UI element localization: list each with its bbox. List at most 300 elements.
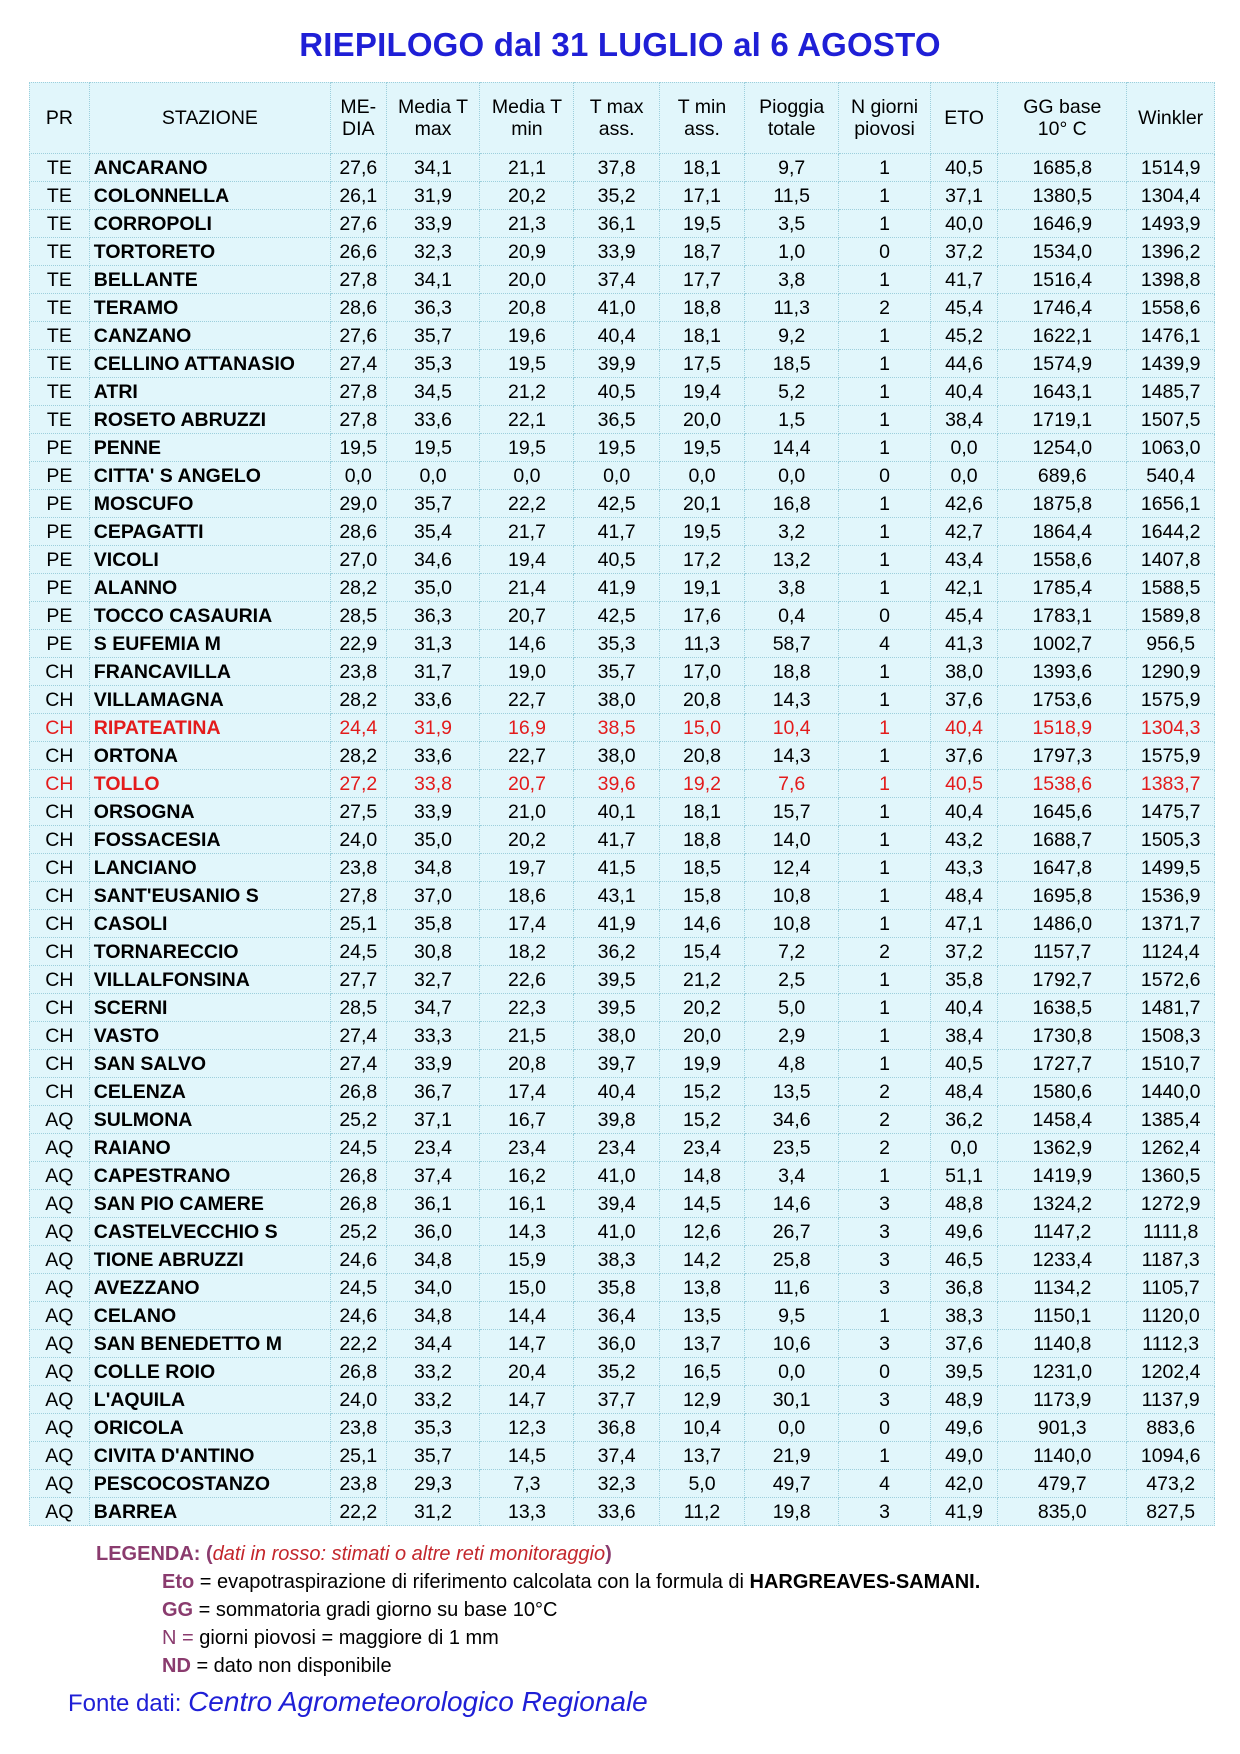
cell-tmin-ass: 23,4 [659, 1134, 744, 1162]
cell-name: LANCIANO [89, 854, 330, 882]
cell-media: 27,0 [331, 546, 387, 574]
cell-tmax-med: 34,4 [386, 1330, 480, 1358]
cell-media: 24,6 [331, 1246, 387, 1274]
cell-n-giorni: 0 [839, 462, 931, 490]
cell-eto: 45,4 [930, 294, 997, 322]
cell-gg: 1558,6 [998, 546, 1127, 574]
cell-media: 25,2 [331, 1218, 387, 1246]
cell-eto: 38,0 [930, 658, 997, 686]
cell-media: 29,0 [331, 490, 387, 518]
cell-tmin-med: 15,9 [480, 1246, 574, 1274]
table-row [30, 238, 1215, 266]
table-row [30, 490, 1215, 518]
cell-tmin-med: 20,8 [480, 1050, 574, 1078]
cell-pr: CH [30, 910, 90, 938]
cell-tmin-med: 22,3 [480, 994, 574, 1022]
cell-eto: 47,1 [930, 910, 997, 938]
cell-tmin-med: 21,3 [480, 210, 574, 238]
cell-pioggia: 9,7 [745, 154, 839, 182]
cell-tmax-med: 34,8 [386, 1246, 480, 1274]
cell-pioggia: 16,8 [745, 490, 839, 518]
cell-tmax-med: 35,7 [386, 322, 480, 350]
cell-n-giorni: 1 [839, 854, 931, 882]
cell-name: MOSCUFO [89, 490, 330, 518]
cell-tmax-med: 35,8 [386, 910, 480, 938]
cell-tmax-med: 33,3 [386, 1022, 480, 1050]
cell-tmax-ass: 38,0 [574, 686, 659, 714]
cell-pr: PE [30, 518, 90, 546]
cell-media: 24,4 [331, 714, 387, 742]
cell-tmin-ass: 17,7 [659, 266, 744, 294]
cell-tmin-med: 19,6 [480, 322, 574, 350]
cell-winkler: 1383,7 [1127, 770, 1215, 798]
cell-tmin-med: 16,2 [480, 1162, 574, 1190]
cell-media: 25,2 [331, 1106, 387, 1134]
cell-winkler: 1644,2 [1127, 518, 1215, 546]
cell-pioggia: 25,8 [745, 1246, 839, 1274]
table-row [30, 910, 1215, 938]
table-row [30, 1190, 1215, 1218]
cell-tmin-med: 17,4 [480, 910, 574, 938]
legend-item [96, 1652, 980, 1680]
cell-media: 28,5 [331, 602, 387, 630]
cell-winkler: 1262,4 [1127, 1134, 1215, 1162]
cell-eto: 48,8 [930, 1190, 997, 1218]
legend-text: = dato non disponibile [190, 1655, 392, 1677]
cell-tmax-med: 33,6 [386, 686, 480, 714]
cell-pr: AQ [30, 1274, 90, 1302]
cell-tmin-ass: 19,5 [659, 210, 744, 238]
cell-pioggia: 3,4 [745, 1162, 839, 1190]
table-row [30, 1414, 1215, 1442]
cell-n-giorni: 4 [839, 1470, 931, 1498]
table-row [30, 518, 1215, 546]
cell-pioggia: 18,8 [745, 658, 839, 686]
cell-n-giorni: 3 [839, 1498, 931, 1526]
cell-media: 22,2 [331, 1330, 387, 1358]
table-row [30, 1106, 1215, 1134]
cell-gg: 1419,9 [998, 1162, 1127, 1190]
cell-eto: 38,4 [930, 1022, 997, 1050]
cell-name: SANT'EUSANIO S [89, 882, 330, 910]
cell-winkler: 1575,9 [1127, 686, 1215, 714]
cell-tmax-ass: 19,5 [574, 434, 659, 462]
cell-eto: 35,8 [930, 966, 997, 994]
cell-eto: 48,4 [930, 1078, 997, 1106]
cell-gg: 1783,1 [998, 602, 1127, 630]
cell-tmin-med: 16,1 [480, 1190, 574, 1218]
table-row [30, 658, 1215, 686]
cell-tmin-ass: 10,4 [659, 1414, 744, 1442]
cell-name: PESCOCOSTANZO [89, 1470, 330, 1498]
cell-eto: 37,2 [930, 938, 997, 966]
cell-media: 27,8 [331, 406, 387, 434]
cell-gg: 1574,9 [998, 350, 1127, 378]
cell-tmax-med: 35,4 [386, 518, 480, 546]
cell-media: 26,1 [331, 182, 387, 210]
cell-tmax-med: 35,3 [386, 1414, 480, 1442]
cell-gg: 1458,4 [998, 1106, 1127, 1134]
cell-tmax-med: 36,7 [386, 1078, 480, 1106]
cell-pioggia: 30,1 [745, 1386, 839, 1414]
cell-pr: AQ [30, 1162, 90, 1190]
cell-gg: 1147,2 [998, 1218, 1127, 1246]
cell-tmin-ass: 17,1 [659, 182, 744, 210]
cell-winkler: 1510,7 [1127, 1050, 1215, 1078]
cell-pr: PE [30, 546, 90, 574]
cell-tmax-ass: 41,7 [574, 518, 659, 546]
cell-eto: 37,6 [930, 742, 997, 770]
cell-n-giorni: 0 [839, 1414, 931, 1442]
cell-tmin-med: 19,4 [480, 546, 574, 574]
cell-pioggia: 9,2 [745, 322, 839, 350]
header-station: STAZIONE [89, 83, 330, 154]
cell-tmin-med: 17,4 [480, 1078, 574, 1106]
cell-n-giorni: 1 [839, 742, 931, 770]
cell-gg: 1362,9 [998, 1134, 1127, 1162]
cell-name: BARREA [89, 1498, 330, 1526]
cell-tmax-med: 33,2 [386, 1358, 480, 1386]
cell-gg: 1150,1 [998, 1302, 1127, 1330]
cell-pr: CH [30, 938, 90, 966]
cell-tmin-ass: 15,2 [659, 1106, 744, 1134]
cell-pr: TE [30, 238, 90, 266]
cell-n-giorni: 2 [839, 294, 931, 322]
cell-tmin-ass: 20,0 [659, 406, 744, 434]
cell-name: ALANNO [89, 574, 330, 602]
cell-n-giorni: 3 [839, 1386, 931, 1414]
cell-n-giorni: 1 [839, 1022, 931, 1050]
cell-n-giorni: 1 [839, 518, 931, 546]
header-winkler: Winkler [1127, 83, 1215, 154]
cell-name: CIVITA D'ANTINO [89, 1442, 330, 1470]
cell-tmin-ass: 20,1 [659, 490, 744, 518]
table-row [30, 574, 1215, 602]
cell-tmax-med: 31,9 [386, 182, 480, 210]
legend-items [96, 1568, 980, 1680]
cell-gg: 1157,7 [998, 938, 1127, 966]
cell-name: SAN SALVO [89, 1050, 330, 1078]
cell-tmin-med: 13,3 [480, 1498, 574, 1526]
cell-tmax-med: 34,1 [386, 154, 480, 182]
cell-gg: 1797,3 [998, 742, 1127, 770]
cell-n-giorni: 1 [839, 546, 931, 574]
cell-tmax-ass: 36,5 [574, 406, 659, 434]
cell-winkler: 1063,0 [1127, 434, 1215, 462]
header-media: ME- DIA [331, 83, 387, 154]
cell-media: 27,7 [331, 966, 387, 994]
cell-name: TORNARECCIO [89, 938, 330, 966]
cell-winkler: 1187,3 [1127, 1246, 1215, 1274]
cell-gg: 1173,9 [998, 1386, 1127, 1414]
page-title: RIEPILOGO dal 31 LUGLIO al 6 AGOSTO [299, 26, 941, 63]
cell-media: 0,0 [331, 462, 387, 490]
cell-gg: 1393,6 [998, 658, 1127, 686]
table-row [30, 434, 1215, 462]
cell-winkler: 1120,0 [1127, 1302, 1215, 1330]
cell-n-giorni: 1 [839, 798, 931, 826]
cell-winkler: 1124,4 [1127, 938, 1215, 966]
cell-tmax-ass: 41,0 [574, 294, 659, 322]
table-row [30, 994, 1215, 1022]
cell-winkler: 883,6 [1127, 1414, 1215, 1442]
cell-pr: AQ [30, 1190, 90, 1218]
cell-media: 27,6 [331, 210, 387, 238]
cell-winkler: 1476,1 [1127, 322, 1215, 350]
cell-pr: AQ [30, 1470, 90, 1498]
cell-tmin-ass: 20,8 [659, 686, 744, 714]
cell-tmax-ass: 38,0 [574, 1022, 659, 1050]
cell-tmax-med: 35,7 [386, 490, 480, 518]
cell-pr: AQ [30, 1498, 90, 1526]
cell-pr: AQ [30, 1386, 90, 1414]
cell-name: SAN BENEDETTO M [89, 1330, 330, 1358]
cell-media: 24,0 [331, 826, 387, 854]
cell-tmin-med: 19,7 [480, 854, 574, 882]
table-row [30, 1274, 1215, 1302]
cell-pr: CH [30, 826, 90, 854]
cell-tmin-med: 22,6 [480, 966, 574, 994]
header-gg-base: GG base 10° C [998, 83, 1127, 154]
cell-pioggia: 14,3 [745, 686, 839, 714]
cell-tmax-ass: 41,9 [574, 910, 659, 938]
cell-eto: 37,2 [930, 238, 997, 266]
cell-tmin-med: 20,7 [480, 602, 574, 630]
cell-gg: 1730,8 [998, 1022, 1127, 1050]
cell-name: ROSETO ABRUZZI [89, 406, 330, 434]
table-row [30, 1386, 1215, 1414]
cell-tmin-ass: 20,2 [659, 994, 744, 1022]
cell-pr: TE [30, 378, 90, 406]
table-row [30, 602, 1215, 630]
cell-tmin-med: 19,5 [480, 434, 574, 462]
cell-pr: AQ [30, 1246, 90, 1274]
cell-tmax-med: 33,9 [386, 798, 480, 826]
cell-tmin-ass: 20,0 [659, 1022, 744, 1050]
cell-name: ORSOGNA [89, 798, 330, 826]
cell-name: BELLANTE [89, 266, 330, 294]
cell-pioggia: 5,2 [745, 378, 839, 406]
cell-gg: 1785,4 [998, 574, 1127, 602]
table-row [30, 630, 1215, 658]
legend-title-note: dati in rosso: stimati o altre reti monitoraggio [212, 1543, 606, 1565]
cell-media: 24,5 [331, 1274, 387, 1302]
cell-eto: 0,0 [930, 434, 997, 462]
legend [96, 1540, 980, 1680]
cell-tmax-med: 34,8 [386, 1302, 480, 1330]
cell-winkler: 1656,1 [1127, 490, 1215, 518]
cell-tmax-med: 19,5 [386, 434, 480, 462]
cell-n-giorni: 3 [839, 1274, 931, 1302]
cell-tmax-med: 33,8 [386, 770, 480, 798]
cell-eto: 37,6 [930, 1330, 997, 1358]
cell-tmax-ass: 35,8 [574, 1274, 659, 1302]
cell-tmin-ass: 18,1 [659, 798, 744, 826]
cell-name: TORTORETO [89, 238, 330, 266]
cell-media: 28,2 [331, 574, 387, 602]
cell-tmin-med: 23,4 [480, 1134, 574, 1162]
cell-winkler: 1499,5 [1127, 854, 1215, 882]
cell-pioggia: 0,0 [745, 462, 839, 490]
cell-name: FRANCAVILLA [89, 658, 330, 686]
cell-name: CITTA' S ANGELO [89, 462, 330, 490]
cell-name: S EUFEMIA M [89, 630, 330, 658]
cell-n-giorni: 1 [839, 434, 931, 462]
cell-tmax-ass: 40,5 [574, 546, 659, 574]
cell-gg: 1638,5 [998, 994, 1127, 1022]
cell-n-giorni: 2 [839, 1106, 931, 1134]
cell-eto: 49,6 [930, 1414, 997, 1442]
cell-n-giorni: 0 [839, 238, 931, 266]
cell-eto: 38,3 [930, 1302, 997, 1330]
cell-media: 25,1 [331, 1442, 387, 1470]
table-row [30, 882, 1215, 910]
cell-tmin-ass: 15,8 [659, 882, 744, 910]
cell-gg: 1645,6 [998, 798, 1127, 826]
cell-media: 27,2 [331, 770, 387, 798]
cell-media: 27,8 [331, 266, 387, 294]
legend-title [96, 1540, 980, 1568]
cell-tmin-med: 20,4 [480, 1358, 574, 1386]
cell-tmax-med: 29,3 [386, 1470, 480, 1498]
cell-tmax-med: 34,7 [386, 994, 480, 1022]
cell-eto: 49,6 [930, 1218, 997, 1246]
cell-tmax-med: 34,0 [386, 1274, 480, 1302]
cell-n-giorni: 0 [839, 602, 931, 630]
cell-winkler: 1360,5 [1127, 1162, 1215, 1190]
table-row [30, 1302, 1215, 1330]
cell-media: 25,1 [331, 910, 387, 938]
cell-name: COLONNELLA [89, 182, 330, 210]
cell-n-giorni: 1 [839, 714, 931, 742]
cell-tmin-med: 7,3 [480, 1470, 574, 1498]
cell-name: TERAMO [89, 294, 330, 322]
cell-tmin-med: 18,2 [480, 938, 574, 966]
cell-tmin-ass: 20,8 [659, 742, 744, 770]
cell-winkler: 1572,6 [1127, 966, 1215, 994]
cell-pioggia: 7,6 [745, 770, 839, 798]
cell-pioggia: 1,0 [745, 238, 839, 266]
cell-media: 24,0 [331, 1386, 387, 1414]
cell-media: 27,6 [331, 322, 387, 350]
cell-pioggia: 10,8 [745, 910, 839, 938]
cell-winkler: 1481,7 [1127, 994, 1215, 1022]
table-header-row [30, 83, 1215, 154]
cell-gg: 1518,9 [998, 714, 1127, 742]
cell-media: 28,2 [331, 686, 387, 714]
cell-eto: 39,5 [930, 1358, 997, 1386]
cell-n-giorni: 3 [839, 1190, 931, 1218]
cell-tmin-ass: 16,5 [659, 1358, 744, 1386]
cell-winkler: 1272,9 [1127, 1190, 1215, 1218]
cell-eto: 45,4 [930, 602, 997, 630]
cell-n-giorni: 1 [839, 882, 931, 910]
cell-media: 28,6 [331, 294, 387, 322]
table-row [30, 1358, 1215, 1386]
cell-gg: 1695,8 [998, 882, 1127, 910]
table-row [30, 1050, 1215, 1078]
cell-name: CASTELVECCHIO S [89, 1218, 330, 1246]
header-n-giorni: N giorni piovosi [839, 83, 931, 154]
cell-n-giorni: 1 [839, 994, 931, 1022]
cell-winkler: 1589,8 [1127, 602, 1215, 630]
cell-tmax-ass: 36,2 [574, 938, 659, 966]
cell-winkler: 1105,7 [1127, 1274, 1215, 1302]
legend-text: giorni piovosi = maggiore di 1 mm [193, 1627, 499, 1649]
cell-gg: 1231,0 [998, 1358, 1127, 1386]
table-row [30, 1022, 1215, 1050]
cell-eto: 36,8 [930, 1274, 997, 1302]
cell-pr: AQ [30, 1106, 90, 1134]
cell-n-giorni: 3 [839, 1246, 931, 1274]
table-row [30, 714, 1215, 742]
cell-gg: 901,3 [998, 1414, 1127, 1442]
cell-name: CANZANO [89, 322, 330, 350]
cell-pr: TE [30, 154, 90, 182]
table-row [30, 322, 1215, 350]
cell-pr: TE [30, 266, 90, 294]
cell-eto: 49,0 [930, 1442, 997, 1470]
cell-media: 27,5 [331, 798, 387, 826]
cell-pioggia: 7,2 [745, 938, 839, 966]
cell-pioggia: 2,5 [745, 966, 839, 994]
cell-name: VILLALFONSINA [89, 966, 330, 994]
cell-tmax-ass: 0,0 [574, 462, 659, 490]
table-row [30, 210, 1215, 238]
cell-tmax-ass: 40,4 [574, 322, 659, 350]
cell-pioggia: 10,8 [745, 882, 839, 910]
cell-pr: AQ [30, 1358, 90, 1386]
cell-name: PENNE [89, 434, 330, 462]
cell-pioggia: 13,5 [745, 1078, 839, 1106]
cell-tmax-ass: 40,1 [574, 798, 659, 826]
cell-tmax-med: 35,3 [386, 350, 480, 378]
cell-media: 22,2 [331, 1498, 387, 1526]
table-row [30, 182, 1215, 210]
cell-pioggia: 0,4 [745, 602, 839, 630]
cell-gg: 1647,8 [998, 854, 1127, 882]
cell-n-giorni: 1 [839, 1050, 931, 1078]
cell-winkler: 956,5 [1127, 630, 1215, 658]
header-media-tmax: Media T max [386, 83, 480, 154]
table-row [30, 1498, 1215, 1526]
cell-tmax-med: 0,0 [386, 462, 480, 490]
cell-pr: AQ [30, 1414, 90, 1442]
legend-bold-tail: HARGREAVES-SAMANI. [749, 1571, 981, 1593]
cell-winkler: 1385,4 [1127, 1106, 1215, 1134]
table-body [30, 154, 1215, 1526]
cell-tmin-ass: 13,5 [659, 1302, 744, 1330]
cell-n-giorni: 1 [839, 406, 931, 434]
cell-name: VILLAMAGNA [89, 686, 330, 714]
cell-media: 27,4 [331, 1022, 387, 1050]
cell-tmin-ass: 18,1 [659, 322, 744, 350]
table-row [30, 350, 1215, 378]
cell-tmin-ass: 12,6 [659, 1218, 744, 1246]
cell-winkler: 1575,9 [1127, 742, 1215, 770]
legend-item [96, 1596, 980, 1624]
cell-gg: 1538,6 [998, 770, 1127, 798]
legend-item [96, 1568, 980, 1596]
table-row [30, 154, 1215, 182]
cell-tmax-ass: 35,3 [574, 630, 659, 658]
cell-eto: 44,6 [930, 350, 997, 378]
cell-tmin-ass: 11,3 [659, 630, 744, 658]
cell-tmin-ass: 17,5 [659, 350, 744, 378]
cell-eto: 37,1 [930, 182, 997, 210]
cell-tmax-med: 34,1 [386, 266, 480, 294]
cell-gg: 1727,7 [998, 1050, 1127, 1078]
